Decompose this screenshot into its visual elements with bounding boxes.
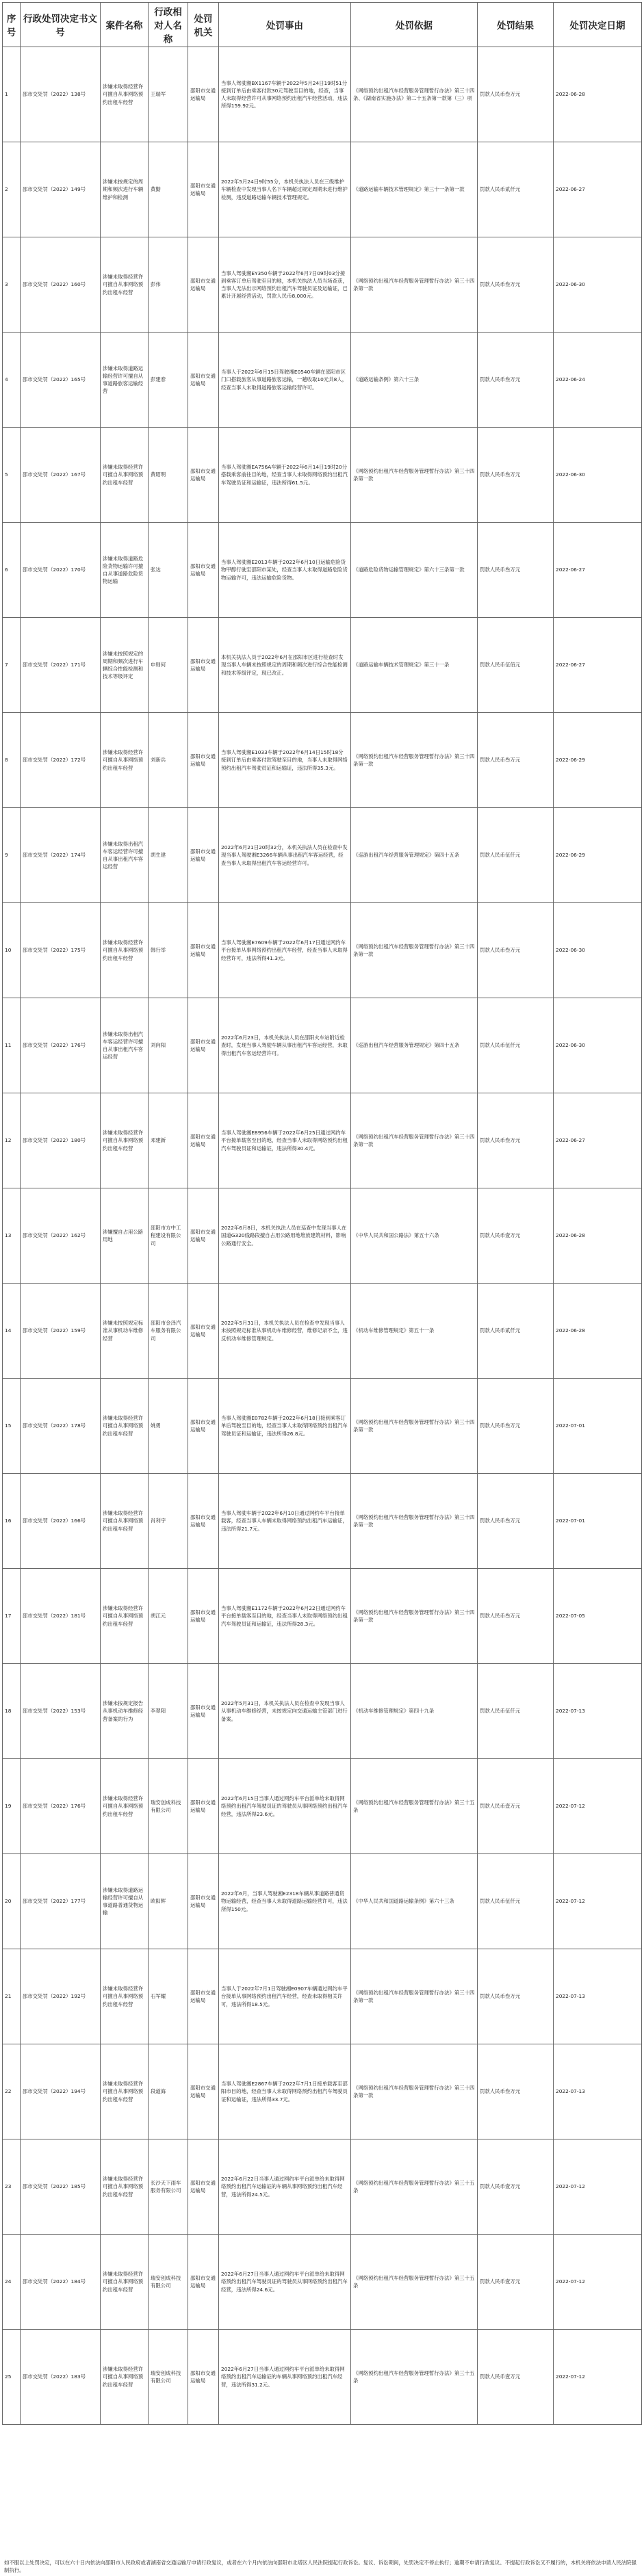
row-result: 罚款人民币叁万元	[478, 713, 554, 808]
row-seq: 18	[3, 1664, 21, 1759]
row-doc-no: 邵市交处罚（2022）174号	[21, 808, 101, 903]
row-reason: 本机关执法人员于2022年6月在邵阳市区进行检查时发现当事人车辆未按照规定的周期和频次进行综合性能检测和技术等级评定，现已改正。	[219, 618, 351, 713]
row-result: 罚款人民币伍佰元	[478, 618, 554, 713]
row-org: 邵阳市交通运输局	[188, 47, 219, 142]
row-doc-no: 邵市交处罚（2022）172号	[21, 713, 101, 808]
row-seq: 22	[3, 2044, 21, 2139]
row-org: 邵阳市交通运输局	[188, 1854, 219, 1949]
row-party: 彭建春	[149, 333, 188, 428]
table-row	[3, 1188, 642, 1284]
row-case-name: 涉嫌未取得经营许可擅自从事网络预约出租车经营	[101, 1093, 149, 1188]
row-basis: 《网络预约出租汽车经营服务管理暂行办法》第三十五条	[351, 2139, 478, 2235]
row-result: 罚款人民币壹万元	[478, 1188, 554, 1284]
table-row	[3, 713, 642, 808]
row-doc-no: 邵市交处罚（2022）167号	[21, 428, 101, 523]
header-seq: 序号	[3, 3, 21, 47]
row-party: 申则何	[149, 618, 188, 713]
row-org: 邵阳市交通运输局	[188, 142, 219, 237]
row-case-name: 涉嫌未取得道路运输经营许可擅自从事道路旅客运输经营	[101, 333, 149, 428]
table-row	[3, 2235, 642, 2330]
row-case-name: 涉嫌未取得经营许可擅自从事网络预约出租车经营	[101, 903, 149, 998]
row-result: 罚款人民币叁万元	[478, 903, 554, 998]
row-org: 邵阳市交通运输局	[188, 713, 219, 808]
row-doc-no: 邵市交处罚（2022）171号	[21, 618, 101, 713]
row-case-name: 涉嫌未取得经营许可擅自从事网络预约出租车经营	[101, 1379, 149, 1474]
row-seq: 3	[3, 237, 21, 333]
row-reason: 当事人驾驶湘E8956车辆于2022年6月25日通过网约车平台接单载客至目的地，经查当事人未取得网络预约出租汽车驾驶员证和运输证，违法所得30.4元。	[219, 1093, 351, 1188]
row-reason: 当事人驾驶湘E2867车辆于2022年7月1日接单载客至邵阳市目的地，经查当事人未取得网络预约出租汽车驾驶员证和运输证，违法所得33.7元。	[219, 2044, 351, 2139]
row-basis: 《网络预约出租汽车经营服务管理暂行办法》第三十五条	[351, 2330, 478, 2425]
row-date: 2022-07-12	[554, 2330, 642, 2425]
row-basis: 《网络预约出租汽车经营服务管理暂行办法》第三十四条第一款	[351, 1949, 478, 2044]
row-org: 邵阳市交通运输局	[188, 903, 219, 998]
row-org: 邵阳市交通运输局	[188, 428, 219, 523]
row-case-name: 涉嫌未取得经营许可擅自从事网络预约出租车经营	[101, 47, 149, 142]
row-seq: 11	[3, 998, 21, 1093]
row-org: 邵阳市交通运输局	[188, 1474, 219, 1569]
row-doc-no: 邵市交处罚（2022）183号	[21, 2330, 101, 2425]
row-case-name: 涉嫌未取得经营许可擅自从事网络预约出租车经营	[101, 428, 149, 523]
row-org: 邵阳市交通运输局	[188, 1093, 219, 1188]
row-seq: 14	[3, 1284, 21, 1379]
row-date: 2022-06-29	[554, 808, 642, 903]
row-basis: 《网络预约出租汽车经营服务管理暂行办法》第三十四条第一款	[351, 713, 478, 808]
row-basis: 《道路运输条例》第六十三条	[351, 333, 478, 428]
row-reason: 当事人驾驶湘E0782车辆于2022年6月18日接到乘客订单后驾驶至目的地，经查当事人未取得网络预约出租汽车驾驶员证和运输证，违法所得26.8元。	[219, 1379, 351, 1474]
header-org: 处罚机关	[188, 3, 219, 47]
row-reason: 2022年5月31日，本机关执法人员在检查中发现当事人未按照规定标准从事机动车维修经营，维修记录不全，违反机动车维修管理规定。	[219, 1284, 351, 1379]
row-date: 2022-06-27	[554, 523, 642, 618]
row-basis: 《网络预约出租汽车经营服务管理暂行办法》第三十五条	[351, 2235, 478, 2330]
row-seq: 10	[3, 903, 21, 998]
row-date: 2022-06-28	[554, 1284, 642, 1379]
row-result: 罚款人民币叁万元	[478, 237, 554, 333]
row-party: 王瑞军	[149, 47, 188, 142]
row-basis: 《网络预约出租汽车经营服务管理暂行办法》第三十四条、《湖南省实施办法》第二十五条第一款第（三）项	[351, 47, 478, 142]
row-case-name: 涉嫌未取得经营许可擅自从事网络预约出租车经营	[101, 2235, 149, 2330]
table-body	[3, 47, 642, 2425]
row-seq: 5	[3, 428, 21, 523]
row-reason: 2022年5月31日，本机关执法人员在检查中发现当事人从事机动车维修经营，未按规定向交通运输主管部门进行备案。	[219, 1664, 351, 1759]
row-party: 石军耀	[149, 1949, 188, 2044]
row-reason: 2022年6月23日，本机关执法人员在邵阳火车站附近检查时，发现当事人驾驶车辆从事出租汽车客运经营，未取得出租汽车客运经营许可。	[219, 998, 351, 1093]
row-case-name: 涉嫌未取得经营许可擅自从事网络预约出租车经营	[101, 1569, 149, 1664]
row-seq: 19	[3, 1759, 21, 1854]
row-party: 黄昭明	[149, 428, 188, 523]
row-doc-no: 邵市交处罚（2022）175号	[21, 903, 101, 998]
row-result: 罚款人民币叁万元	[478, 1569, 554, 1664]
row-doc-no: 邵市交处罚（2022）192号	[21, 1949, 101, 2044]
row-result: 罚款人民币叁万元	[478, 1949, 554, 2044]
row-party: 刘向阳	[149, 998, 188, 1093]
row-reason: 当事人驾驶湘EY350车辆于2022年6月7日09时03分接到乘客订单后驾驶至目的地，本机关执法人员当场查获，当事人无法出示网络预约出租汽车驾驶员证及运输证，已累计开展经营活动，罚款人民币8,000元。	[219, 237, 351, 333]
table-row	[3, 1474, 642, 1569]
row-date: 2022-06-30	[554, 428, 642, 523]
row-result: 罚款人民币叁万元	[478, 523, 554, 618]
row-case-name: 涉嫌未取得经营许可擅自从事网络预约出租车经营	[101, 713, 149, 808]
row-party: 瑞安创成科技有限公司	[149, 2235, 188, 2330]
row-reason: 当事人驾驶湘E1172车辆于2022年6月22日通过网约车平台接单载客至目的地，经查当事人未取得网络预约出租汽车驾驶员证和运输证，违法所得28.3元。	[219, 1569, 351, 1664]
row-reason: 当事人于2022年6月15日驾驶湘E0540车辆在邵阳市区门口搭载旅客从事道路旅客运输，一趟收取10元共8人，经查当事人未取得道路旅客运输经营许可。	[219, 333, 351, 428]
row-date: 2022-06-30	[554, 998, 642, 1093]
row-reason: 当事人驾驶湘E2013车辆于2022年6月10日运输危险货物甲醇行驶至邵阳市某处，经查当事人未取得道路危险货物运输许可，违法运输危险货物。	[219, 523, 351, 618]
row-party: 长沙天下雨车服务有限公司	[149, 2139, 188, 2235]
row-date: 2022-06-27	[554, 142, 642, 237]
row-doc-no: 邵市交处罚（2022）138号	[21, 47, 101, 142]
row-date: 2022-07-01	[554, 1379, 642, 1474]
header-doc-no: 行政处罚决定书文号	[21, 3, 101, 47]
table-row	[3, 142, 642, 237]
row-party: 肖利宇	[149, 1474, 188, 1569]
row-basis: 《中华人民共和国公路法》第五十六条	[351, 1188, 478, 1284]
row-reason: 2022年6月27日当事人通过网约车平台派单给未取得网络预约出租汽车运输证的车辆从事网络预约出租汽车经营，违法所得31.2元。	[219, 2330, 351, 2425]
row-reason: 当事人驾驶湘E7609车辆于2022年6月17日通过网约车平台接单从事网络预约出租汽车经营，经查当事人未取得经营许可，违法所得41.3元。	[219, 903, 351, 998]
row-result: 罚款人民币叁万元	[478, 1379, 554, 1474]
row-date: 2022-07-13	[554, 1949, 642, 2044]
row-reason: 当事人于2022年7月1日驾驶湘E0907车辆通过网约车平台接单从事网络预约出租汽车经营，经查未取得相关许可，违法所得18.5元。	[219, 1949, 351, 2044]
row-doc-no: 邵市交处罚（2022）165号	[21, 333, 101, 428]
row-date: 2022-07-05	[554, 1569, 642, 1664]
row-date: 2022-06-27	[554, 1093, 642, 1188]
row-party: 瑞安创成科技有限公司	[149, 2330, 188, 2425]
table-row	[3, 1854, 642, 1949]
row-basis: 《机动车维修管理规定》第五十一条	[351, 1284, 478, 1379]
row-seq: 16	[3, 1474, 21, 1569]
row-doc-no: 邵市交处罚（2022）153号	[21, 1664, 101, 1759]
row-case-name: 涉嫌未取得经营许可擅自从事网络预约出租车经营	[101, 1474, 149, 1569]
row-date: 2022-06-28	[554, 47, 642, 142]
row-basis: 《巡游出租汽车经营服务管理规定》第四十五条	[351, 998, 478, 1093]
row-org: 邵阳市交通运输局	[188, 1569, 219, 1664]
row-basis: 《中华人民共和国道路运输条例》第六十三条	[351, 1854, 478, 1949]
row-result: 罚款人民币叁万元	[478, 47, 554, 142]
row-basis: 《网络预约出租汽车经营服务管理暂行办法》第三十四条第一款	[351, 1569, 478, 1664]
row-case-name: 涉嫌未取得经营许可擅自从事网络预约出租车经营	[101, 2139, 149, 2235]
table-row	[3, 47, 642, 142]
row-party: 刘新兵	[149, 713, 188, 808]
table-row	[3, 998, 642, 1093]
row-reason: 当事人驾驶车辆于2022年6月10日通过网约车平台接单载客，经查当事人车辆未取得网络预约出租汽车运输证，违法所得21.7元。	[219, 1474, 351, 1569]
table-row	[3, 2044, 642, 2139]
table-row	[3, 2330, 642, 2425]
row-party: 段道海	[149, 2044, 188, 2139]
row-seq: 21	[3, 1949, 21, 2044]
row-date: 2022-07-13	[554, 2044, 642, 2139]
row-seq: 25	[3, 2330, 21, 2425]
row-result: 罚款人民币叁万元	[478, 1474, 554, 1569]
row-doc-no: 邵市交处罚（2022）180号	[21, 1093, 101, 1188]
row-seq: 7	[3, 618, 21, 713]
row-doc-no: 邵市交处罚（2022）166号	[21, 1474, 101, 1569]
row-reason: 2022年6月15日当事人通过网约车平台派单给未取得网络预约出租汽车驾驶员证的驾驶员从事网络预约出租汽车经营，违法所得23.6元。	[219, 1759, 351, 1854]
row-party: 邵阳市方中工程建设有限公司	[149, 1188, 188, 1284]
table-row	[3, 237, 642, 333]
row-result: 罚款人民币伍仟元	[478, 1854, 554, 1949]
row-party: 欧阳辉	[149, 1854, 188, 1949]
table-row	[3, 523, 642, 618]
table-row	[3, 1759, 642, 1854]
row-doc-no: 邵市交处罚（2022）184号	[21, 2235, 101, 2330]
row-doc-no: 邵市交处罚（2022）162号	[21, 1188, 101, 1284]
header-basis: 处罚依据	[351, 3, 478, 47]
row-seq: 1	[3, 47, 21, 142]
row-party: 李翠阳	[149, 1664, 188, 1759]
row-seq: 23	[3, 2139, 21, 2235]
row-result: 罚款人民币叁万元	[478, 428, 554, 523]
row-result: 罚款人民币叁万元	[478, 1093, 554, 1188]
row-date: 2022-07-12	[554, 2139, 642, 2235]
row-basis: 《道路运输车辆技术管理规定》第三十一条	[351, 618, 478, 713]
row-seq: 6	[3, 523, 21, 618]
header-result: 处罚结果	[478, 3, 554, 47]
row-date: 2022-07-12	[554, 2235, 642, 2330]
row-case-name: 涉嫌未取得经营许可擅自从事网络预约出租车经营	[101, 2044, 149, 2139]
row-result: 罚款人民币贰仟元	[478, 142, 554, 237]
row-party: 姚勇	[149, 1379, 188, 1474]
row-basis: 《网络预约出租汽车经营服务管理暂行办法》第三十四条第一款	[351, 428, 478, 523]
row-case-name: 涉嫌未取得出租汽车客运经营许可擅自从事出租汽车客运经营	[101, 998, 149, 1093]
row-doc-no: 邵市交处罚（2022）194号	[21, 2044, 101, 2139]
table-row	[3, 1949, 642, 2044]
row-basis: 《道路危险货物运输管理规定》第六十三条第一款	[351, 523, 478, 618]
table-row	[3, 808, 642, 903]
row-basis: 《道路运输车辆技术管理规定》第三十一条第一款	[351, 142, 478, 237]
row-basis: 《网络预约出租汽车经营服务管理暂行办法》第三十四条第一款	[351, 1379, 478, 1474]
row-seq: 20	[3, 1854, 21, 1949]
row-doc-no: 邵市交处罚（2022）178号	[21, 1379, 101, 1474]
row-result: 罚款人民币壹万元	[478, 2330, 554, 2425]
row-org: 邵阳市交通运输局	[188, 2044, 219, 2139]
row-doc-no: 邵市交处罚（2022）176号	[21, 1759, 101, 1854]
row-case-name: 涉嫌未取得出租汽车客运经营许可擅自从事出租汽车客运经营	[101, 808, 149, 903]
row-reason: 当事人驾驶湘E1033车辆于2022年6月14日15时18分接到订单后由乘客付款驾驶至目的地，当事人未取得网络预约出租汽车驾驶员证和运输证，违法所得35.3元。	[219, 713, 351, 808]
row-case-name: 涉嫌未取得经营许可擅自从事网络预约出租车经营	[101, 1759, 149, 1854]
row-result: 罚款人民币壹万元	[478, 2235, 554, 2330]
row-doc-no: 邵市交处罚（2022）181号	[21, 1569, 101, 1664]
row-doc-no: 邵市交处罚（2022）177号	[21, 1854, 101, 1949]
table-row	[3, 1093, 642, 1188]
row-reason: 当事人驾驶湘BX1167车辆于2022年5月24日19时51分接到订单后由乘客付款30元驾驶至目的地，经查，当事人未取得经营许可从事网络预约出租汽车经营活动，违法所得159.92元。	[219, 47, 351, 142]
row-result: 罚款人民币贰仟元	[478, 1284, 554, 1379]
row-result: 罚款人民币壹万元	[478, 1759, 554, 1854]
row-seq: 9	[3, 808, 21, 903]
row-basis: 《网络预约出租汽车经营服务管理暂行办法》第三十四条第一款	[351, 1474, 478, 1569]
row-case-name: 涉嫌未按规定的周期和频次进行车辆维护和检测	[101, 142, 149, 237]
row-doc-no: 邵市交处罚（2022）170号	[21, 523, 101, 618]
row-org: 邵阳市交通运输局	[188, 1188, 219, 1284]
table-row	[3, 903, 642, 998]
header-date: 处罚决定日期	[554, 3, 642, 47]
row-result: 罚款人民币叁万元	[478, 333, 554, 428]
table-row	[3, 428, 642, 523]
header-party: 行政相对人名称	[149, 3, 188, 47]
table-row	[3, 333, 642, 428]
row-doc-no: 邵市交处罚（2022）160号	[21, 237, 101, 333]
penalty-table	[2, 2, 642, 2425]
row-case-name: 涉嫌未取得道路运输经营许可擅自从事道路普通货物运输	[101, 1854, 149, 1949]
row-reason: 当事人驾驶湘EA756A车辆于2022年6月14日19时20分搭载乘客前往目的地，经查当事人未取得网络预约出租汽车驾驶员证和运输证，违法所得61.5元。	[219, 428, 351, 523]
row-date: 2022-07-01	[554, 1474, 642, 1569]
row-party: 彭伟	[149, 237, 188, 333]
row-org: 邵阳市交通运输局	[188, 523, 219, 618]
row-date: 2022-07-12	[554, 1759, 642, 1854]
row-case-name: 涉嫌未按规定报告从事机动车维修经营备案的行为	[101, 1664, 149, 1759]
row-org: 邵阳市交通运输局	[188, 2330, 219, 2425]
row-org: 邵阳市交通运输局	[188, 2139, 219, 2235]
row-org: 邵阳市交通运输局	[188, 808, 219, 903]
row-org: 邵阳市交通运输局	[188, 1759, 219, 1854]
row-date: 2022-06-30	[554, 237, 642, 333]
row-doc-no: 邵市交处罚（2022）176号	[21, 998, 101, 1093]
row-basis: 《网络预约出租汽车经营服务管理暂行办法》第三十四条第一款	[351, 237, 478, 333]
row-seq: 24	[3, 2235, 21, 2330]
row-date: 2022-07-12	[554, 1854, 642, 1949]
row-seq: 15	[3, 1379, 21, 1474]
row-result: 罚款人民币伍仟元	[478, 998, 554, 1093]
row-doc-no: 邵市交处罚（2022）185号	[21, 2139, 101, 2235]
footer-note: 如不服以上处罚决定，可以在六十日内依法向邵阳市人民政府或者湖南省交通运输厅申请行政复议，或者在六个月内依法向邵阳市北塔区人民法院提起行政诉讼。复议、诉讼期间，处罚决定不停止执行；逾期不申请行政复议、不提起行政诉讼又不履行的，本机关将依法申请人民法院强制执行。	[4, 2560, 636, 2574]
row-basis: 《网络预约出租汽车经营服务管理暂行办法》第三十四条第一款	[351, 1093, 478, 1188]
row-org: 邵阳市交通运输局	[188, 237, 219, 333]
row-case-name: 涉嫌未取得经营许可擅自从事网络预约出租车经营	[101, 237, 149, 333]
row-result: 罚款人民币壹万元	[478, 2139, 554, 2235]
row-party: 张达	[149, 523, 188, 618]
row-reason: 2022年6月27日当事人通过网约车平台派单给未取得网络预约出租汽车驾驶员证的驾驶员从事网络预约出租汽车经营，违法所得24.6元。	[219, 2235, 351, 2330]
row-basis: 《网络预约出租汽车经营服务管理暂行办法》第三十四条第一款	[351, 903, 478, 998]
row-seq: 8	[3, 713, 21, 808]
row-case-name: 涉嫌未按照规定标准从事机动车维修经营	[101, 1284, 149, 1379]
row-org: 邵阳市交通运输局	[188, 998, 219, 1093]
row-case-name: 涉嫌未取得经营许可擅自从事网络预约出租车经营	[101, 2330, 149, 2425]
row-basis: 《网络预约出租汽车经营服务管理暂行办法》第三十五条	[351, 1759, 478, 1854]
row-seq: 2	[3, 142, 21, 237]
table-row	[3, 618, 642, 713]
row-case-name: 涉嫌未按照规定的周期和频次进行车辆综合性能检测和技术等级评定	[101, 618, 149, 713]
header-case-name: 案件名称	[101, 3, 149, 47]
row-org: 邵阳市交通运输局	[188, 1664, 219, 1759]
table-row	[3, 1284, 642, 1379]
row-date: 2022-06-29	[554, 713, 642, 808]
header-reason: 处罚事由	[219, 3, 351, 47]
row-reason: 2022年6月，当事人驾驶湘E2318车辆从事道路普通货物运输经营，经查当事人未取得道路运输经营许可，违法所得150元。	[219, 1854, 351, 1949]
row-date: 2022-06-24	[554, 333, 642, 428]
table-row	[3, 1379, 642, 1474]
row-seq: 12	[3, 1093, 21, 1188]
row-result: 罚款人民币伍仟元	[478, 1664, 554, 1759]
row-seq: 13	[3, 1188, 21, 1284]
row-org: 邵阳市交通运输局	[188, 1379, 219, 1474]
row-reason: 2022年6月22日当事人通过网约车平台派单给未取得网络预约出租汽车运输证的车辆从事网络预约出租汽车经营，违法所得24.5元。	[219, 2139, 351, 2235]
row-case-name: 涉嫌未取得经营许可擅自从事网络预约出租车经营	[101, 1949, 149, 2044]
row-org: 邵阳市交通运输局	[188, 2235, 219, 2330]
row-org: 邵阳市交通运输局	[188, 1949, 219, 2044]
table-row	[3, 1664, 642, 1759]
row-case-name: 涉嫌擅自占用公路用地	[101, 1188, 149, 1284]
row-doc-no: 邵市交处罚（2022）159号	[21, 1284, 101, 1379]
row-party: 胡生建	[149, 808, 188, 903]
table-row	[3, 2139, 642, 2235]
row-date: 2022-06-30	[554, 903, 642, 998]
row-party: 瑞安创成科技有限公司	[149, 1759, 188, 1854]
row-seq: 17	[3, 1569, 21, 1664]
row-seq: 4	[3, 333, 21, 428]
row-party: 韩行举	[149, 903, 188, 998]
row-date: 2022-06-28	[554, 1188, 642, 1284]
row-basis: 《机动车维修管理规定》第四十九条	[351, 1664, 478, 1759]
table-row	[3, 1569, 642, 1664]
row-reason: 2022年6月21日20时32分，本机关执法人员在检查中发现当事人驾驶湘E3266车辆从事出租汽车客运经营，经查当事人未取得出租汽车客运经营许可。	[219, 808, 351, 903]
row-result: 罚款人民币叁万元	[478, 2044, 554, 2139]
row-date: 2022-07-13	[554, 1664, 642, 1759]
row-party: 胡江元	[149, 1569, 188, 1664]
row-reason: 2022年6月8日，本机关执法人员在巡查中发现当事人在国道G320线路段擅自占用公路用地堆放建筑材料，影响公路通行安全。	[219, 1188, 351, 1284]
row-doc-no: 邵市交处罚（2022）149号	[21, 142, 101, 237]
row-case-name: 涉嫌未取得道路危险货物运输许可擅自从事道路危险货物运输	[101, 523, 149, 618]
row-org: 邵阳市交通运输局	[188, 1284, 219, 1379]
row-basis: 《巡游出租汽车经营服务管理规定》第四十五条	[351, 808, 478, 903]
row-reason: 2022年5月24日9时55分，本机关执法人员在三级维护车辆检查中发现当事人名下车辆超过规定周期未进行维护检测，违反道路运输车辆技术管理规定。	[219, 142, 351, 237]
row-result: 罚款人民币伍仟元	[478, 808, 554, 903]
row-date: 2022-06-27	[554, 618, 642, 713]
row-basis: 《网络预约出租汽车经营服务管理暂行办法》第三十四条第一款	[351, 2044, 478, 2139]
row-party: 邓建新	[149, 1093, 188, 1188]
row-party: 邵阳市金泽汽车服务有限公司	[149, 1284, 188, 1379]
row-org: 邵阳市交通运输局	[188, 333, 219, 428]
table-header-row	[3, 3, 642, 47]
row-org: 邵阳市交通运输局	[188, 618, 219, 713]
row-party: 黄勤	[149, 142, 188, 237]
